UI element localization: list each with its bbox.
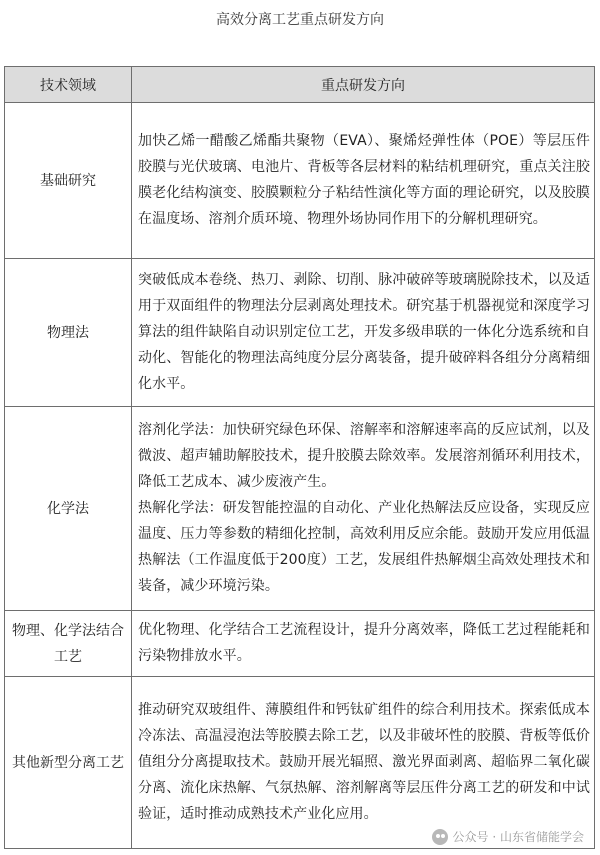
table-row: [5, 407, 595, 611]
row-area-label: 其他新型分离工艺: [5, 677, 132, 849]
watermark-text: 公众号 · 山东省储能学会: [452, 830, 584, 844]
row-description: [132, 103, 595, 259]
page-title: 高效分离工艺重点研发方向: [216, 12, 384, 28]
row-paragraph: 突破低成本卷绕、热刀、剥除、切削、脉冲破碎等玻璃脱除技术，以及适用于双面组件的物理法分层剥离处理技术。研究基于机器视觉和深度学习算法的组件缺陷自动识别定位工艺，开发多级串联的一体化分选系统和自动化、智能化的物理法高纯度分层分离装备，提升破碎料各组分分离精细化水平。: [138, 272, 590, 392]
row-description: [132, 407, 595, 611]
row-description: [132, 677, 595, 849]
row-description: [132, 259, 595, 407]
row-paragraph: 推动研究双玻组件、薄膜组件和钙钛矿组件的综合利用技术。探索低成本冷冻法、高温浸泡法等胶膜去除工艺，以及非破坏性的胶膜、背板等低价值组分分离提取技术。鼓励开展光辐照、激光界面剥离、超临界二氧化碳分离、流化床热解、气氛热解、溶剂解离等层压件分离工艺的研发和中试验证，适时推动成熟技术产业化应用。: [138, 702, 590, 822]
header-rd-direction: 重点研发方向: [132, 67, 595, 103]
row-description: [132, 611, 595, 677]
table-row: [5, 103, 595, 259]
row-area-label: 物理法: [5, 259, 132, 407]
row-paragraph: 溶剂化学法：加快研究绿色环保、溶解率和溶解速率高的反应试剂，以及微波、超声辅助解胶技术，提升胶膜去除效率。发展溶剂循环利用技术，降低工艺成本、减少废液产生。: [138, 422, 590, 490]
rd-directions-table: [4, 66, 595, 849]
row-paragraph: 热解化学法：研发智能控温的自动化、产业化热解法反应设备，实现反应温度、压力等参数的精细化控制，高效利用反应余能。鼓励开发应用低温热解法（工作温度低于200度）工艺，发展组件热解烟尘高效处理技术和装备，减少环境污染。: [138, 500, 590, 594]
table-row: [5, 611, 595, 677]
wechat-icon: [432, 829, 448, 845]
header-tech-area: 技术领域: [5, 67, 132, 103]
row-paragraph: 优化物理、化学结合工艺流程设计，提升分离效率，降低工艺过程能耗和污染物排放水平。: [138, 622, 590, 664]
watermark: [430, 828, 586, 845]
table-row: [5, 677, 595, 849]
row-area-label: 化学法: [5, 407, 132, 611]
row-area-label: 物理、化学法结合工艺: [5, 611, 132, 677]
table-row: [5, 259, 595, 407]
row-area-label: 基础研究: [5, 103, 132, 259]
row-paragraph: 加快乙烯一醋酸乙烯酯共聚物（EVA）、聚烯烃弹性体（POE）等层压件胶膜与光伏玻璃、电池片、背板等各层材料的粘结机理研究，重点关注胶膜老化结构演变、胶膜颗粒分子粘结性演化等方面的理论研究，以及胶膜在温度场、溶剂介质环境、物理外场协同作用下的分解机理研究。: [138, 133, 590, 227]
table-header-row: [5, 67, 595, 103]
